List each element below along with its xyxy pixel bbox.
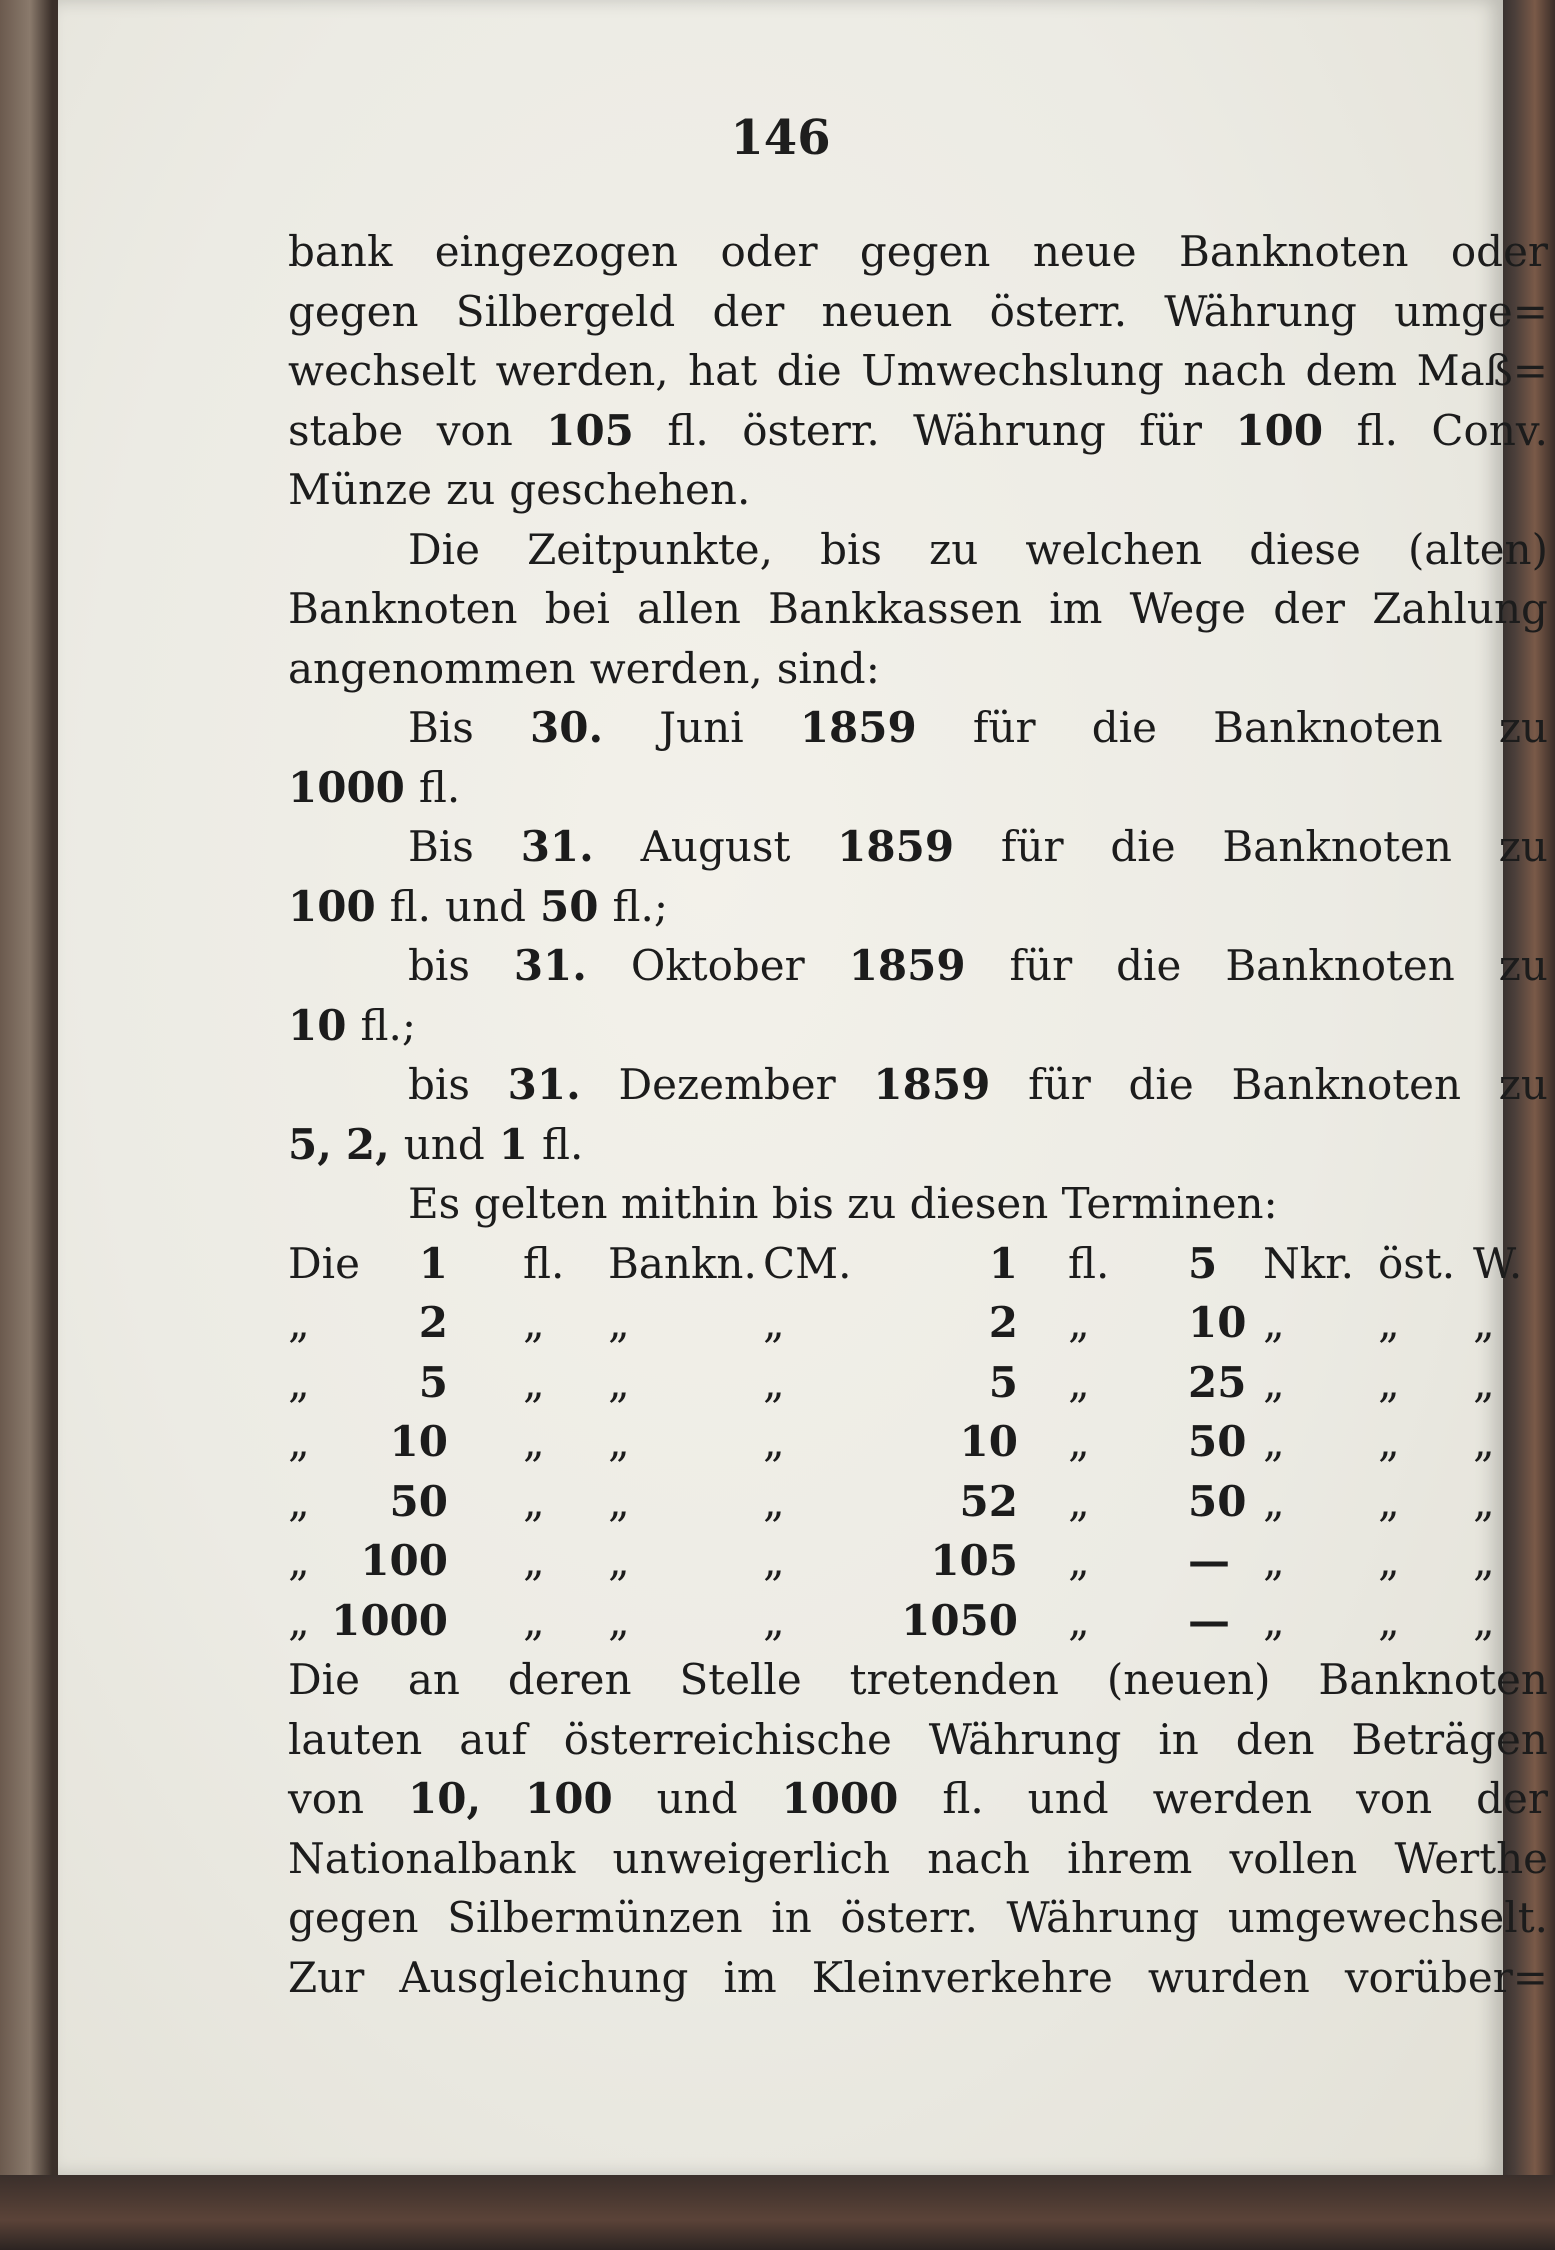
table-cell: „ xyxy=(523,1298,545,1347)
word: bank xyxy=(288,227,393,276)
word: für xyxy=(972,703,1036,752)
table-cell: „ xyxy=(763,1357,785,1407)
text-line xyxy=(288,401,1548,461)
page-text xyxy=(288,222,1548,2007)
table-cell: „ xyxy=(523,1357,545,1407)
deadline-line xyxy=(288,996,1548,1056)
table-cell: „ xyxy=(1068,1476,1090,1526)
word: Beträgen xyxy=(1351,1714,1548,1764)
word: Münze xyxy=(288,465,433,514)
table-cell: „ xyxy=(763,1476,785,1526)
table-row xyxy=(288,1234,1548,1294)
word: Zeitpunkte, xyxy=(527,524,773,574)
word: bei xyxy=(544,584,610,633)
table-cell: „ xyxy=(523,1595,545,1645)
table-intro: Es gelten mithin bis zu diesen Terminen: xyxy=(408,1179,1278,1228)
table-cell: 2 xyxy=(988,1298,1018,1347)
table-cell: „ xyxy=(1378,1476,1400,1526)
word: und xyxy=(656,1774,738,1823)
word: diese xyxy=(1249,524,1361,574)
page-number: 146 xyxy=(730,110,831,166)
table-cell: 1050 xyxy=(901,1595,1018,1645)
word: österr. xyxy=(840,1893,978,1942)
table-cell: Die xyxy=(288,1238,360,1288)
table-cell: „ xyxy=(1473,1298,1495,1347)
deadline-line xyxy=(288,1115,1548,1175)
word: stabe xyxy=(288,405,404,455)
text-line xyxy=(288,1710,1548,1770)
word: August xyxy=(640,822,791,871)
text-line xyxy=(288,1769,1548,1829)
table-cell: 10 xyxy=(389,1417,448,1466)
word: Währung xyxy=(913,405,1106,455)
table-cell: „ xyxy=(1473,1536,1495,1585)
word: vorüber= xyxy=(1344,1952,1548,2002)
text-line xyxy=(288,520,1548,580)
table-cell: „ xyxy=(608,1595,630,1645)
word: Zahlung xyxy=(1372,584,1548,633)
word: 31. xyxy=(513,941,587,990)
table-cell: 25 xyxy=(1188,1357,1247,1407)
word: für xyxy=(1028,1060,1091,1109)
table-cell: „ xyxy=(763,1595,785,1645)
word: Die xyxy=(288,1655,360,1704)
word: fl. xyxy=(1356,405,1398,455)
word: 31. xyxy=(507,1060,581,1109)
text-line xyxy=(288,282,1548,342)
word: welchen xyxy=(1025,524,1203,574)
word: werden, xyxy=(495,346,669,395)
word: im xyxy=(1049,584,1103,633)
word: Bis xyxy=(408,703,474,752)
word: 1000 xyxy=(288,762,405,812)
table-cell: 50 xyxy=(1188,1476,1247,1526)
table-cell: „ xyxy=(288,1476,310,1526)
word: von xyxy=(1356,1774,1433,1823)
text-line xyxy=(288,1650,1548,1710)
word: gegen xyxy=(859,227,991,276)
word: dem xyxy=(1305,346,1398,395)
word: sind: xyxy=(776,643,880,693)
word: die xyxy=(1091,703,1157,752)
word: neue xyxy=(1032,227,1137,276)
table-cell: 5 xyxy=(418,1357,448,1407)
deadline-line xyxy=(288,758,1548,818)
word: nach xyxy=(927,1833,1030,1883)
table-cell: „ xyxy=(288,1417,310,1466)
table-cell: 1 xyxy=(988,1238,1018,1288)
word: Ausgleichung xyxy=(399,1952,689,2002)
word: die xyxy=(776,346,842,395)
table-cell: „ xyxy=(288,1357,310,1407)
word: angenommen xyxy=(288,643,576,693)
book-bottom-edge xyxy=(0,2175,1555,2250)
table-cell: „ xyxy=(1068,1298,1090,1347)
word: 100 xyxy=(1235,405,1324,455)
table-cell: „ xyxy=(1068,1536,1090,1585)
text-line xyxy=(288,222,1548,282)
table-row xyxy=(288,1472,1548,1532)
word: Silbermünzen xyxy=(447,1893,743,1942)
word: Zur xyxy=(288,1952,365,2002)
word: für xyxy=(1009,941,1073,990)
table-cell: „ xyxy=(1378,1357,1400,1407)
deadline-list xyxy=(288,698,1548,1174)
table-cell: Bankn. xyxy=(608,1238,757,1288)
table-cell: „ xyxy=(1378,1298,1400,1347)
table-cell: „ xyxy=(1473,1357,1495,1407)
deadline-line xyxy=(288,1055,1548,1115)
word: 1859 xyxy=(848,941,966,990)
table-cell: 5 xyxy=(988,1357,1018,1407)
word: 10, xyxy=(408,1774,482,1823)
word: neuen xyxy=(821,286,953,336)
word: oder xyxy=(720,227,818,276)
table-cell: CM. xyxy=(763,1238,852,1288)
table-row xyxy=(288,1353,1548,1413)
word: bis xyxy=(408,941,470,990)
word: und xyxy=(1027,1774,1109,1823)
table-cell: fl. xyxy=(523,1238,565,1288)
text-line xyxy=(288,639,1548,699)
word: Conv. xyxy=(1431,405,1548,455)
word: (alten) xyxy=(1407,524,1548,574)
table-row xyxy=(288,1293,1548,1353)
word: Banknoten xyxy=(1318,1655,1548,1704)
word: unweigerlich xyxy=(612,1833,891,1883)
word: 105 xyxy=(546,405,634,455)
table-cell: — xyxy=(1188,1595,1230,1645)
table-cell: „ xyxy=(288,1536,310,1585)
book-page xyxy=(58,0,1548,2175)
word: Silbergeld xyxy=(455,286,676,336)
word: Banknoten xyxy=(288,584,518,633)
table-cell: „ xyxy=(763,1536,785,1585)
word: Bis xyxy=(408,822,474,871)
table-cell: „ xyxy=(1378,1536,1400,1585)
table-cell: „ xyxy=(1263,1536,1285,1585)
word: der xyxy=(712,286,785,336)
word: österr. xyxy=(989,286,1128,336)
table-cell: „ xyxy=(608,1536,630,1585)
word: und xyxy=(403,1119,485,1169)
word: geschehen. xyxy=(509,465,751,514)
word: Die xyxy=(408,524,480,574)
word: fl. xyxy=(667,405,709,455)
word: der xyxy=(1476,1774,1548,1823)
table-cell: „ xyxy=(608,1476,630,1526)
word: für xyxy=(1000,822,1064,871)
word: zu xyxy=(1498,941,1548,990)
word: 1859 xyxy=(873,1060,991,1109)
word: 1 xyxy=(498,1119,528,1169)
word: österr. xyxy=(742,405,880,455)
word: werden, xyxy=(589,643,763,693)
table-cell: „ xyxy=(288,1595,310,1645)
table-cell: „ xyxy=(1473,1476,1495,1526)
word: Banknoten xyxy=(1213,703,1443,752)
text-line xyxy=(288,1948,1548,2008)
table-cell: „ xyxy=(1378,1595,1400,1645)
table-cell: 10 xyxy=(1188,1298,1247,1347)
word: Banknoten xyxy=(1225,941,1455,990)
word: Maß= xyxy=(1416,346,1548,395)
table-cell: „ xyxy=(1473,1595,1495,1645)
word: wurden xyxy=(1147,1952,1310,2002)
table-cell: 100 xyxy=(360,1536,448,1585)
table-cell: „ xyxy=(763,1417,785,1466)
word: auf xyxy=(459,1714,527,1764)
word: von xyxy=(288,1774,365,1823)
word: 2, xyxy=(345,1119,390,1169)
word: fl. xyxy=(389,881,432,931)
word: von xyxy=(436,405,513,455)
word: hat xyxy=(688,346,758,395)
word: tretenden xyxy=(849,1655,1059,1704)
word: fl. xyxy=(418,762,461,812)
word: in xyxy=(1158,1714,1199,1764)
word: in xyxy=(771,1893,812,1942)
word: 100 xyxy=(288,881,376,931)
word: 10 xyxy=(288,1000,347,1050)
word: wechselt xyxy=(288,346,477,395)
table-row xyxy=(288,1531,1548,1591)
table-cell: 50 xyxy=(389,1476,448,1526)
word: Währung xyxy=(928,1714,1122,1764)
word: Juni xyxy=(659,703,744,752)
table-cell: 105 xyxy=(930,1536,1018,1585)
word: österreichische xyxy=(563,1714,892,1764)
word: eingezogen xyxy=(434,227,679,276)
table-cell: 10 xyxy=(959,1417,1018,1466)
word: deren xyxy=(507,1655,632,1704)
table-cell: „ xyxy=(1068,1357,1090,1407)
table-row xyxy=(288,1412,1548,1472)
word: Wege xyxy=(1129,584,1246,633)
word: fl.; xyxy=(612,881,669,931)
text-line xyxy=(288,460,1548,520)
word: die xyxy=(1116,941,1182,990)
word: 5, xyxy=(288,1119,332,1169)
table-cell: W. xyxy=(1473,1238,1523,1288)
table-cell: „ xyxy=(1263,1298,1285,1347)
table-cell: „ xyxy=(763,1298,785,1347)
word: 31. xyxy=(520,822,594,871)
word: für xyxy=(1139,405,1202,455)
deadline-line xyxy=(288,817,1548,877)
word: umge= xyxy=(1394,286,1548,336)
word: die xyxy=(1128,1060,1194,1109)
text-line xyxy=(288,1829,1548,1889)
word: an xyxy=(407,1655,460,1704)
word: gegen xyxy=(288,1893,419,1942)
word: zu xyxy=(1498,822,1548,871)
paragraph-1 xyxy=(288,222,1548,520)
table-cell: „ xyxy=(1378,1417,1400,1466)
text-line xyxy=(288,579,1548,639)
word: Banknoten xyxy=(1231,1060,1462,1109)
table-cell: Nkr. xyxy=(1263,1238,1355,1288)
word: zu xyxy=(446,465,496,514)
word: Währung xyxy=(1006,1893,1200,1942)
word: (neuen) xyxy=(1106,1655,1271,1704)
table-cell: „ xyxy=(1263,1357,1285,1407)
deadline-line xyxy=(288,698,1548,758)
word: gegen xyxy=(288,286,419,336)
word: umgewechselt. xyxy=(1227,1893,1548,1942)
word: nach xyxy=(1183,346,1287,395)
text-line xyxy=(288,1888,1548,1948)
table-row xyxy=(288,1591,1548,1651)
table-cell: fl. xyxy=(1068,1238,1110,1288)
word: oder xyxy=(1450,227,1548,276)
word: werden xyxy=(1152,1774,1313,1823)
table-cell: — xyxy=(1188,1536,1230,1585)
table-cell: „ xyxy=(1263,1417,1285,1466)
word: bis xyxy=(408,1060,470,1109)
exchange-table xyxy=(288,1234,1548,1651)
word: Oktober xyxy=(630,941,805,990)
table-cell: 5 xyxy=(1188,1238,1218,1288)
word: der xyxy=(1273,584,1346,633)
deadline-line xyxy=(288,936,1548,996)
table-cell: „ xyxy=(608,1298,630,1347)
word: allen xyxy=(637,584,741,633)
table-cell: „ xyxy=(1263,1595,1285,1645)
table-cell: 1000 xyxy=(331,1595,448,1645)
word: fl. xyxy=(942,1774,984,1823)
word: ihrem xyxy=(1067,1833,1193,1883)
word: vollen xyxy=(1229,1833,1358,1883)
word: 1859 xyxy=(837,822,955,871)
paragraph-3 xyxy=(288,1650,1548,2007)
word: fl. xyxy=(541,1119,584,1169)
word: Umwechslung xyxy=(861,346,1164,395)
table-cell: 52 xyxy=(959,1476,1018,1526)
table-cell: „ xyxy=(523,1417,545,1466)
word: und xyxy=(445,881,527,931)
table-cell: 50 xyxy=(1188,1417,1247,1466)
table-cell: „ xyxy=(1263,1476,1285,1526)
word: den xyxy=(1235,1714,1315,1764)
word: Werthe xyxy=(1394,1833,1548,1883)
word: zu xyxy=(1498,1060,1548,1109)
table-cell: 2 xyxy=(418,1298,448,1347)
word: 1000 xyxy=(781,1774,899,1823)
text-line xyxy=(288,341,1548,401)
word: Kleinverkehre xyxy=(811,1952,1113,2002)
word: Stelle xyxy=(679,1655,802,1704)
word: 100 xyxy=(525,1774,613,1823)
word: Bankkassen xyxy=(768,584,1023,633)
word: Dezember xyxy=(618,1060,836,1109)
word: bis xyxy=(820,524,882,574)
word: die xyxy=(1110,822,1176,871)
table-cell: „ xyxy=(288,1298,310,1347)
word: Währung xyxy=(1164,286,1357,336)
word: zu xyxy=(1498,703,1548,752)
table-cell: „ xyxy=(1473,1417,1495,1466)
word: Nationalbank xyxy=(288,1833,576,1883)
word: zu xyxy=(929,524,979,574)
deadline-line xyxy=(288,877,1548,937)
word: Banknoten xyxy=(1179,227,1409,276)
table-cell: „ xyxy=(1068,1417,1090,1466)
word: lauten xyxy=(288,1714,423,1764)
word: im xyxy=(723,1952,777,2002)
paragraph-2 xyxy=(288,520,1548,699)
word: fl.; xyxy=(360,1000,416,1050)
word: 1859 xyxy=(799,703,917,752)
table-cell: „ xyxy=(1068,1595,1090,1645)
table-cell: „ xyxy=(608,1357,630,1407)
word: 30. xyxy=(530,703,604,752)
table-cell: „ xyxy=(523,1476,545,1526)
table-cell: öst. xyxy=(1378,1238,1456,1288)
table-cell: 1 xyxy=(418,1238,448,1288)
table-cell: „ xyxy=(523,1536,545,1585)
table-cell: „ xyxy=(608,1417,630,1466)
word: Banknoten xyxy=(1222,822,1452,871)
word: 50 xyxy=(540,881,599,931)
